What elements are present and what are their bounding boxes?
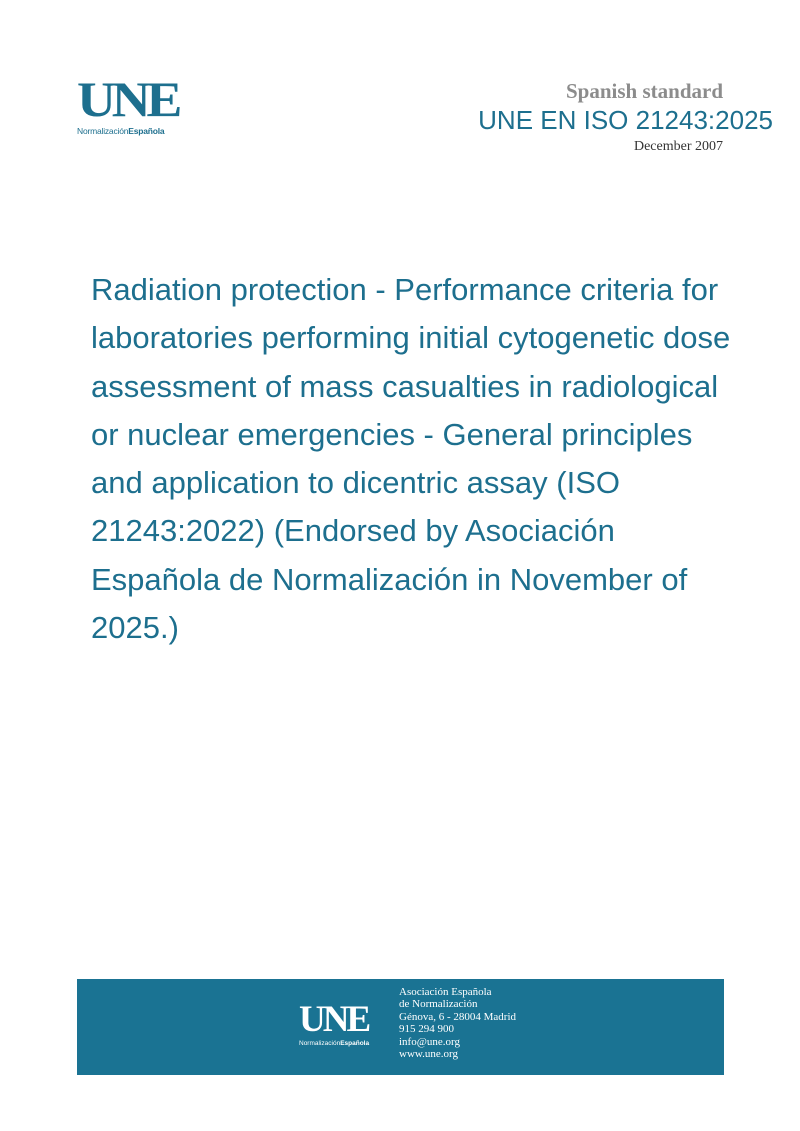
org-website[interactable]: www.une.org — [399, 1048, 458, 1061]
footer-contact — [399, 986, 516, 1060]
document-type: Spanish standard — [566, 79, 723, 103]
logo-subtitle-regular: Normalización — [77, 126, 129, 136]
document-title: Radiation protection - Performance criteria for laboratories performing initial cytogenetic dose assessment of mass casualties in radiological or nuclear emergencies - General principles and application to dicentric assay (ISO 21243:2022) (Endorsed by Asociación Española de Normalización in November of 2025.) — [91, 272, 731, 646]
footer-logo-wordmark: UNE — [299, 999, 369, 1040]
footer-logo-subtitle — [299, 1040, 369, 1047]
logo-subtitle-bold: Española — [128, 126, 165, 136]
footer-logo-subtitle-regular: Normalización — [299, 1040, 341, 1047]
une-logo — [77, 71, 193, 136]
publication-date: December 2007 — [633, 139, 723, 154]
org-email[interactable]: info@une.org — [399, 1035, 460, 1048]
standard-code: UNE EN ISO 21243:2025 — [478, 105, 773, 135]
footer-une-logo — [299, 1001, 369, 1047]
org-phone: 915 294 900 — [399, 1023, 454, 1036]
footer-logo-subtitle-bold: Española — [340, 1040, 370, 1047]
footer-banner — [77, 979, 724, 1075]
org-address: Génova, 6 - 28004 Madrid — [399, 1010, 517, 1023]
logo-subtitle — [77, 126, 193, 136]
org-name-line1: Asociación Española — [399, 986, 492, 998]
document-header — [478, 78, 773, 158]
org-name-line2: de Normalización — [399, 998, 478, 1011]
logo-wordmark: UNE — [77, 71, 179, 127]
